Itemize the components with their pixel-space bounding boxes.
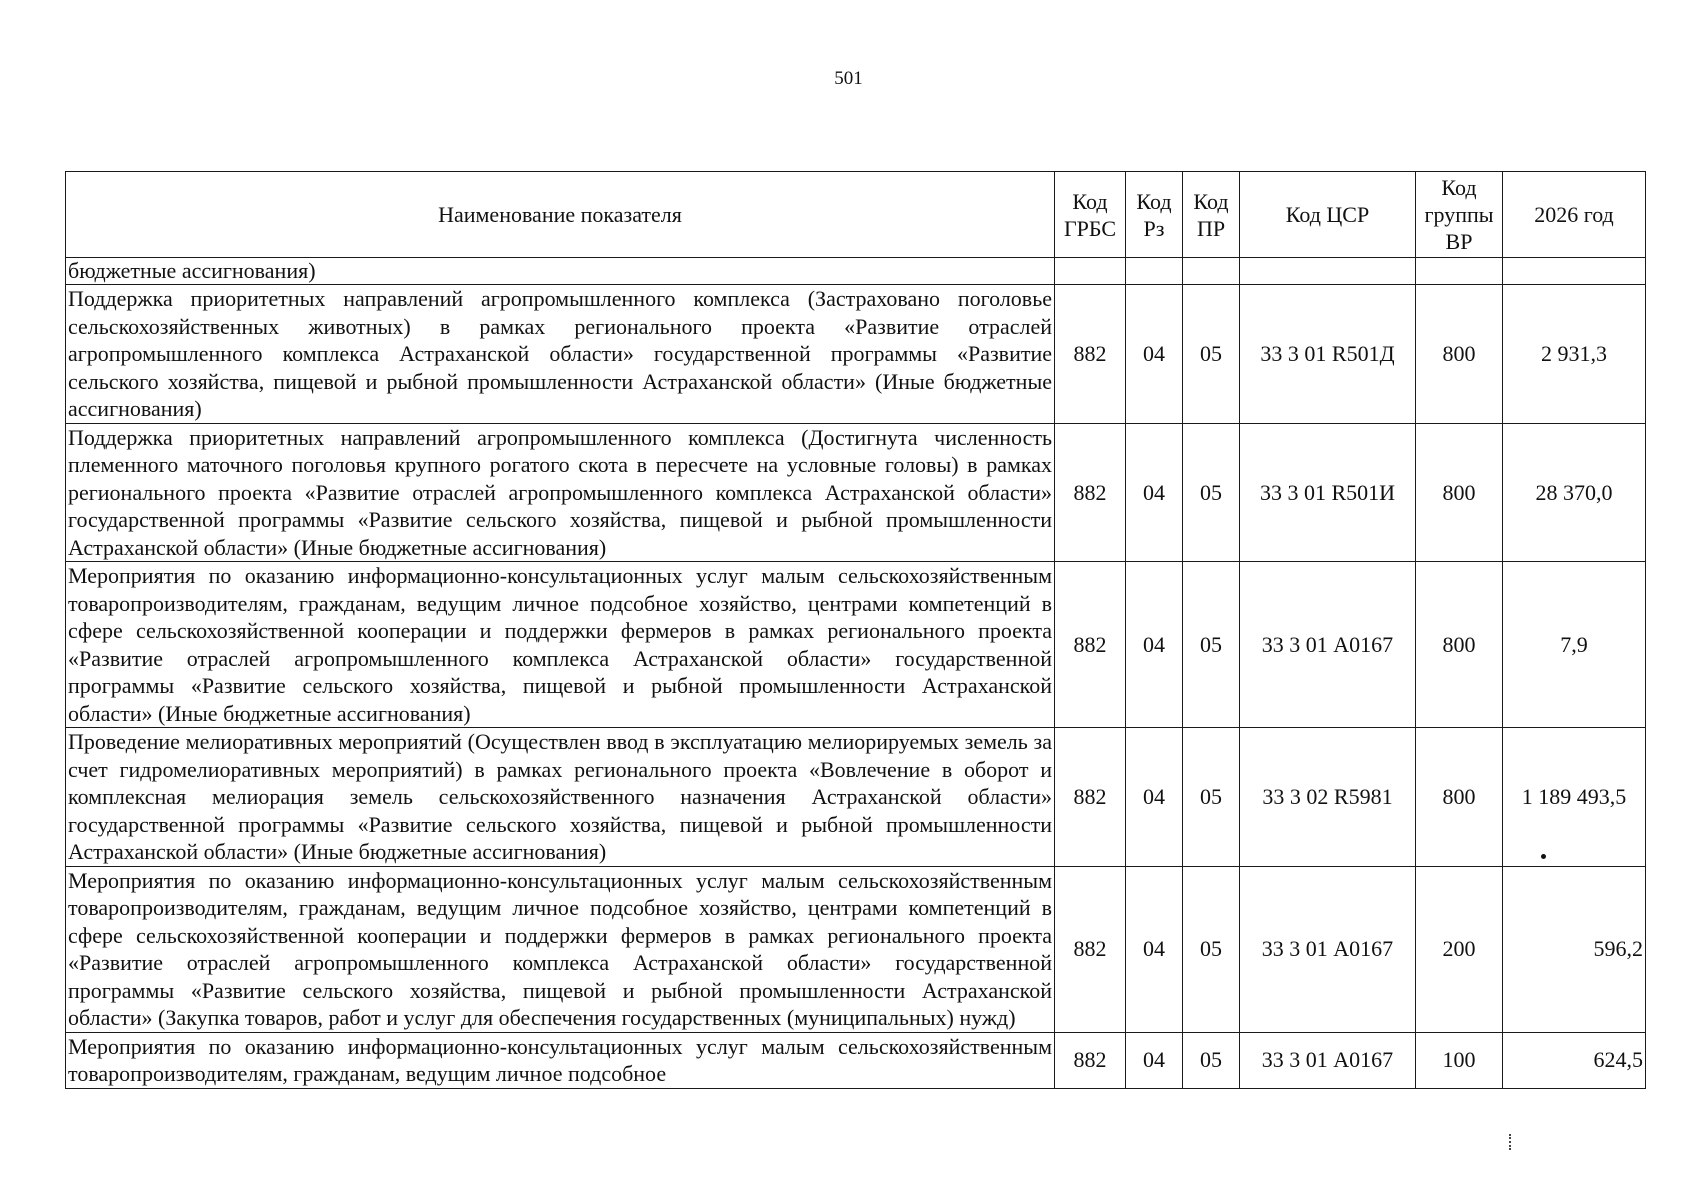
row-rz: 04 [1126,728,1183,867]
row-amount: 596,2 [1503,866,1646,1032]
row-csr: 33 3 01 А0167 [1240,866,1416,1032]
row-grbs: 882 [1055,866,1126,1032]
table-header-row [66,172,1646,258]
header-year: 2026 год [1503,172,1646,258]
row-grbs: 882 [1055,728,1126,867]
row-name: Поддержка приоритетных направлений агропромышленного комплекса (Достигнута численность племенного маточного поголовья крупного рогатого скота в пересчете на условные головы) в рамках регионального проекта «Развитие отраслей агропромышленного комплекса Астраханской области» государственной программы «Развитие сельского хозяйства, пищевой и рыбной промышленности Астраханской области» (Иные бюджетные ассигнования) [66,423,1055,562]
row-amount: 28 370,0 [1503,423,1646,562]
row-rz: 04 [1126,866,1183,1032]
row-vr: 800 [1416,562,1503,728]
row-vr: 100 [1416,1032,1503,1088]
table-row-continuation [66,258,1646,285]
scan-mark [1509,1134,1514,1150]
scan-speck [1541,854,1546,859]
row-rz: 04 [1126,562,1183,728]
row-rz: 04 [1126,1032,1183,1088]
table-row [66,1032,1646,1088]
row-vr: 800 [1416,423,1503,562]
row-csr: 33 3 01 А0167 [1240,562,1416,728]
row-csr: 33 3 01 R501И [1240,423,1416,562]
header-rz: Код Рз [1126,172,1183,258]
row-grbs: 882 [1055,1032,1126,1088]
row-vr: 200 [1416,866,1503,1032]
budget-table [65,171,1646,1089]
row-amount: 7,9 [1503,562,1646,728]
row-name: Мероприятия по оказанию информационно-консультационных услуг малым сельскохозяйственным товаропроизводителям, гражданам, ведущим личное подсобное [66,1032,1055,1088]
header-csr: Код ЦСР [1240,172,1416,258]
row-grbs: 882 [1055,423,1126,562]
header-grbs: Код ГРБС [1055,172,1126,258]
row-grbs: 882 [1055,285,1126,424]
row-name: Мероприятия по оказанию информационно-консультационных услуг малым сельскохозяйственным товаропроизводителям, гражданам, ведущим личное подсобное хозяйство, центрами компетенций в сфере сельскохозяйственной кооперации и поддержки фермеров в рамках регионального проекта «Развитие отраслей агропромышленного комплекса Астраханской области» государственной программы «Развитие сельского хозяйства, пищевой и рыбной промышленности Астраханской области» (Закупка товаров, работ и услуг для обеспечения государственных (муниципальных) нужд) [66,866,1055,1032]
row-csr: 33 3 01 А0167 [1240,1032,1416,1088]
row-vr: 800 [1416,728,1503,867]
header-name: Наименование показателя [66,172,1055,258]
row-csr: 33 3 02 R5981 [1240,728,1416,867]
row-pr: 05 [1183,866,1240,1032]
row-rz: 04 [1126,285,1183,424]
row-pr: 05 [1183,423,1240,562]
row-grbs: 882 [1055,562,1126,728]
row-amount: 2 931,3 [1503,285,1646,424]
table-row [66,423,1646,562]
row-pr: 05 [1183,562,1240,728]
continuation-text: бюджетные ассигнования) [66,258,1055,285]
row-name: Мероприятия по оказанию информационно-консультационных услуг малым сельскохозяйственным товаропроизводителям, гражданам, ведущим личное подсобное хозяйство, центрами компетенций в сфере сельскохозяйственной кооперации и поддержки фермеров в рамках регионального проекта «Развитие отраслей агропромышленного комплекса Астраханской области» государственной программы «Развитие сельского хозяйства, пищевой и рыбной промышленности Астраханской области» (Иные бюджетные ассигнования) [66,562,1055,728]
table-row [66,866,1646,1032]
row-csr: 33 3 01 R501Д [1240,285,1416,424]
row-name: Поддержка приоритетных направлений агропромышленного комплекса (Застраховано поголовье сельскохозяйственных животных) в рамках регионального проекта «Развитие отраслей агропромышленного комплекса Астраханской области» государственной программы «Развитие сельского хозяйства, пищевой и рыбной промышленности Астраханской области» (Иные бюджетные ассигнования) [66,285,1055,424]
row-pr: 05 [1183,728,1240,867]
row-vr: 800 [1416,285,1503,424]
table-row [66,562,1646,728]
row-rz: 04 [1126,423,1183,562]
row-pr: 05 [1183,285,1240,424]
header-pr: Код ПР [1183,172,1240,258]
row-name: Проведение мелиоративных мероприятий (Осуществлен ввод в эксплуатацию мелиорируемых земель за счет гидромелиоративных мероприятий) в рамках регионального проекта «Вовлечение в оборот и комплексная мелиорация земель сельскохозяйственного назначения Астраханской области» государственной программы «Развитие сельского хозяйства, пищевой и рыбной промышленности Астраханской области» (Иные бюджетные ассигнования) [66,728,1055,867]
row-amount: 624,5 [1503,1032,1646,1088]
header-vr: Код группы ВР [1416,172,1503,258]
table-row [66,285,1646,424]
table-row [66,728,1646,867]
page-number: 501 [834,68,863,89]
row-amount: 1 189 493,5 [1503,728,1646,867]
row-pr: 05 [1183,1032,1240,1088]
